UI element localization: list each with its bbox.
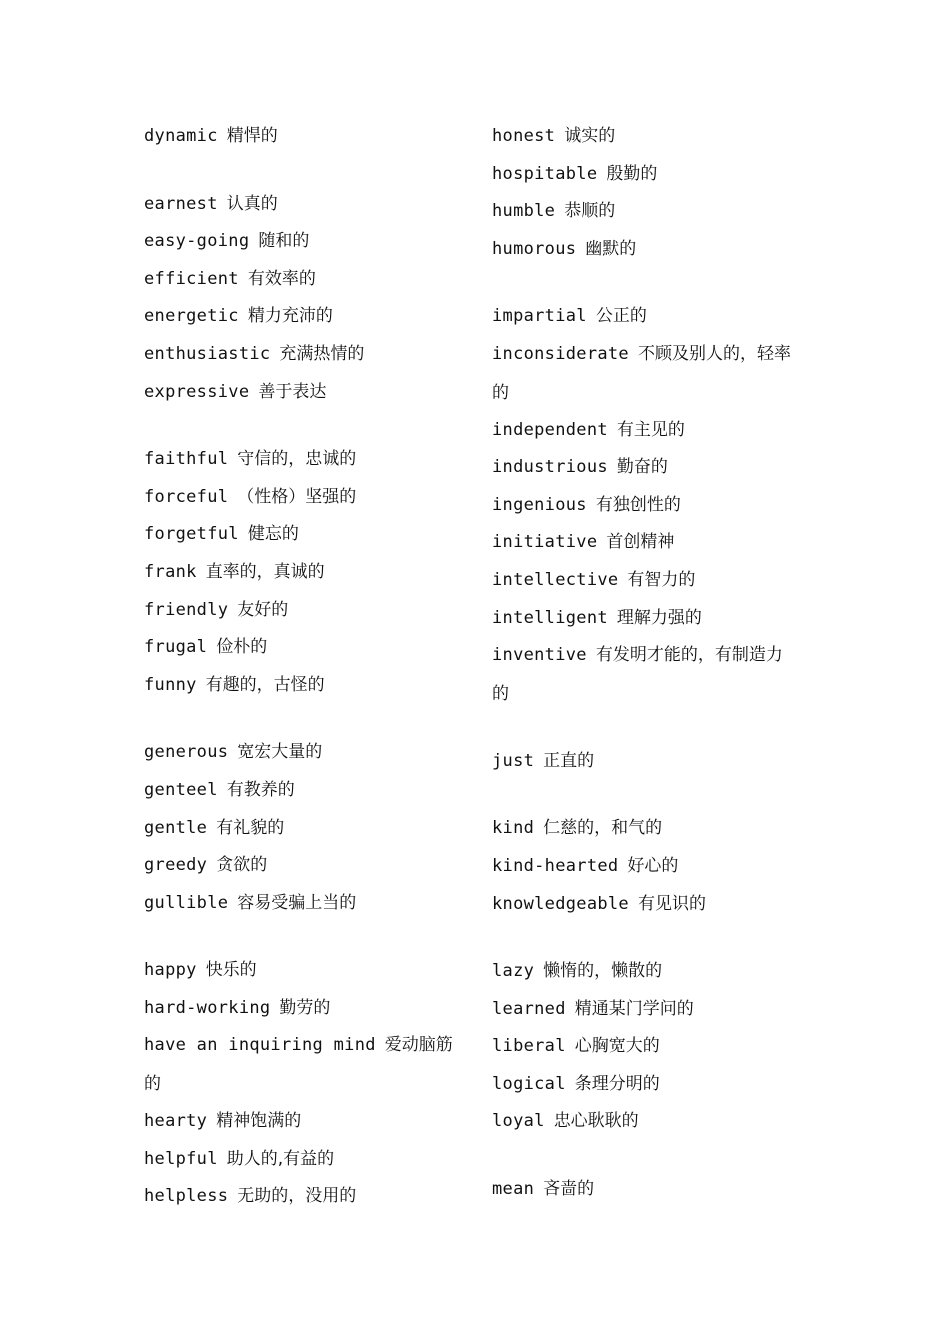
vocabulary-entry: [492, 562, 802, 600]
entry-meaning: 首创精神: [606, 532, 675, 553]
entry-word: ingenious: [492, 494, 587, 515]
entry-word: easy-going: [144, 231, 250, 252]
entry-word: frank: [144, 561, 197, 582]
entry-word: hospitable: [492, 163, 598, 184]
vocabulary-entry: [492, 991, 802, 1029]
entry-word: efficient: [144, 268, 239, 289]
entry-word: honest: [492, 126, 556, 146]
entry-word: logical: [492, 1073, 566, 1094]
vocabulary-entry: [144, 554, 444, 592]
section-gap: [492, 268, 802, 298]
section-gap: [144, 704, 444, 734]
entry-word: hearty: [144, 1111, 208, 1132]
entry-word: inventive: [492, 645, 587, 666]
vocabulary-entry: [144, 1027, 453, 1065]
entry-word: friendly: [144, 599, 229, 620]
entry-meaning: 贪欲的: [216, 855, 268, 876]
entry-meaning-continuation: 的: [492, 382, 509, 403]
entry-meaning: 宽宏大量的: [237, 742, 323, 763]
entry-word: impartial: [492, 306, 587, 327]
vocabulary-entry: [144, 118, 444, 156]
entry-meaning: 心胸宽大的: [574, 1036, 660, 1057]
vocabulary-entry: [492, 298, 802, 336]
vocabulary-entry: [492, 231, 802, 269]
entry-meaning: 不顾及别人的，轻率: [637, 343, 791, 364]
vocabulary-entry: [144, 734, 444, 772]
vocabulary-entry: [144, 772, 444, 810]
entry-word: liberal: [492, 1036, 566, 1057]
entry-word: learned: [492, 998, 566, 1019]
vocabulary-entry: [492, 1171, 802, 1209]
vocabulary-entry: [144, 336, 444, 374]
entry-word: have an inquiring mind: [144, 1035, 376, 1056]
entry-meaning: 直率的，真诚的: [205, 561, 325, 582]
entry-word: humorous: [492, 238, 577, 259]
vocabulary-entry: [144, 885, 444, 923]
vocabulary-entry: [492, 449, 802, 487]
vocabulary-entry: [144, 298, 444, 336]
entry-word: loyal: [492, 1111, 545, 1132]
entry-word: mean: [492, 1179, 535, 1200]
entry-word: happy: [144, 960, 197, 981]
vocabulary-entry: [492, 524, 802, 562]
entry-word: just: [492, 750, 535, 771]
section-gap: [144, 156, 444, 186]
entry-meaning: 随和的: [258, 231, 310, 252]
entry-word: greedy: [144, 855, 208, 876]
vocabulary-entry: [144, 592, 444, 630]
entry-word: forceful: [144, 486, 229, 507]
vocabulary-entry: [492, 848, 802, 886]
vocabulary-entry: [144, 1141, 444, 1179]
entry-meaning: 忠心耿耿的: [553, 1111, 639, 1132]
entry-meaning: 充满热情的: [279, 343, 365, 364]
entry-meaning: 快乐的: [205, 960, 257, 981]
entry-word: enthusiastic: [144, 343, 271, 364]
entry-meaning: 助人的,有益的: [226, 1148, 335, 1169]
vocabulary-entry: [144, 810, 444, 848]
vocabulary-entry: [144, 479, 444, 517]
entry-word: kind: [492, 818, 535, 839]
entry-meaning: 理解力强的: [616, 607, 702, 628]
vocabulary-entry: [492, 743, 802, 781]
entry-meaning: 吝啬的: [543, 1179, 595, 1200]
vocabulary-entry: [492, 953, 802, 991]
entry-meaning: 殷勤的: [606, 163, 658, 184]
entry-word: kind-hearted: [492, 855, 619, 876]
vocabulary-entry: [492, 886, 802, 924]
entry-word: generous: [144, 742, 229, 763]
entry-meaning: 公正的: [595, 306, 647, 327]
vocabulary-entry: [492, 156, 802, 194]
vocabulary-entry: [144, 374, 444, 412]
section-gap: [492, 713, 802, 743]
entry-word: hard-working: [144, 997, 271, 1018]
section-gap: [144, 922, 444, 952]
vocabulary-entry: [144, 516, 444, 554]
vocabulary-entry: [144, 186, 444, 224]
vocabulary-entry: [492, 118, 802, 156]
vocabulary-entry: [492, 487, 802, 525]
vocabulary-entry: [144, 441, 444, 479]
vocabulary-entry: [144, 667, 444, 705]
vocabulary-entry: [492, 412, 802, 450]
entry-meaning: 健忘的: [247, 524, 299, 545]
entry-word: initiative: [492, 532, 598, 553]
entry-meaning: 勤劳的: [279, 997, 331, 1018]
entry-word: frugal: [144, 637, 208, 658]
entry-word: genteel: [144, 779, 218, 800]
section-gap: [144, 411, 444, 441]
left-vocabulary-column: [144, 118, 453, 1216]
entry-word: expressive: [144, 381, 250, 402]
entry-word: dynamic: [144, 126, 218, 146]
entry-meaning: 有智力的: [627, 569, 696, 590]
vocabulary-entry: [144, 1103, 444, 1141]
vocabulary-entry: [492, 637, 802, 675]
entry-meaning: 正直的: [543, 750, 595, 771]
entry-word: humble: [492, 201, 556, 222]
vocabulary-entry: [492, 600, 802, 638]
vocabulary-entry: [492, 336, 802, 374]
right-vocabulary-column: [492, 118, 802, 1209]
entry-meaning: 有发明才能的，有制造力: [595, 645, 783, 666]
entry-meaning: 有趣的，古怪的: [205, 674, 325, 695]
entry-meaning: 友好的: [237, 599, 289, 620]
entry-meaning: 有主见的: [616, 419, 685, 440]
entry-word: independent: [492, 419, 608, 440]
entry-meaning: 诚实的: [564, 126, 616, 146]
entry-meaning: 幽默的: [585, 238, 637, 259]
entry-word: forgetful: [144, 524, 239, 545]
vocabulary-entry: [492, 1028, 802, 1066]
vocabulary-entry: [492, 810, 802, 848]
entry-meaning: 容易受骗上当的: [237, 892, 357, 913]
entry-meaning: 有礼貌的: [216, 817, 285, 838]
vocabulary-entry: [144, 990, 444, 1028]
entry-meaning: 认真的: [226, 193, 278, 214]
entry-meaning: 条理分明的: [574, 1073, 660, 1094]
entry-meaning: 勤奋的: [616, 457, 668, 478]
entry-word: intelligent: [492, 607, 608, 628]
entry-meaning: 善于表达: [258, 381, 327, 402]
entry-word: energetic: [144, 306, 239, 327]
entry-meaning: 有效率的: [247, 268, 316, 289]
entry-word: helpful: [144, 1148, 218, 1169]
entry-meaning: 有独创性的: [595, 494, 681, 515]
entry-meaning: 无助的，没用的: [237, 1186, 357, 1207]
entry-word: industrious: [492, 457, 608, 478]
entry-meaning-continuation: 的: [144, 1074, 161, 1095]
entry-word: knowledgeable: [492, 893, 629, 914]
entry-meaning: 懒惰的，懒散的: [543, 961, 663, 982]
vocabulary-entry: [144, 1178, 444, 1216]
entry-word: gullible: [144, 892, 229, 913]
entry-word: earnest: [144, 193, 218, 214]
entry-word: faithful: [144, 449, 229, 470]
entry-meaning: 精神饱满的: [216, 1111, 302, 1132]
entry-meaning: 守信的，忠诚的: [237, 449, 357, 470]
entry-word: helpless: [144, 1186, 229, 1207]
section-gap: [492, 923, 802, 953]
entry-meaning: 爱动脑筋: [384, 1035, 453, 1056]
entry-meaning: 仁慈的，和气的: [543, 818, 663, 839]
entry-word: lazy: [492, 961, 535, 982]
entry-word: gentle: [144, 817, 208, 838]
vocabulary-entry: [144, 223, 444, 261]
section-gap: [492, 780, 802, 810]
entry-word: intellective: [492, 569, 619, 590]
vocabulary-entry: [144, 261, 444, 299]
section-gap: [492, 1141, 802, 1171]
entry-meaning: （性格）坚强的: [237, 486, 357, 507]
entry-meaning: 精悍的: [226, 126, 278, 146]
vocabulary-entry: [492, 1103, 802, 1141]
vocabulary-entry: [492, 1066, 802, 1104]
entry-meaning: 好心的: [627, 855, 679, 876]
vocabulary-entry: [144, 847, 444, 885]
entry-meaning: 俭朴的: [216, 637, 268, 658]
entry-meaning: 恭顺的: [564, 201, 616, 222]
vocabulary-entry: [144, 629, 444, 667]
entry-meaning: 精通某门学问的: [574, 998, 694, 1019]
entry-meaning: 有教养的: [226, 779, 295, 800]
vocabulary-entry: [144, 952, 444, 990]
vocabulary-entry: [492, 193, 802, 231]
entry-meaning: 有见识的: [637, 893, 706, 914]
entry-word: funny: [144, 674, 197, 695]
entry-meaning: 精力充沛的: [247, 306, 333, 327]
entry-meaning-continuation: 的: [492, 683, 509, 704]
entry-word: inconsiderate: [492, 343, 629, 364]
